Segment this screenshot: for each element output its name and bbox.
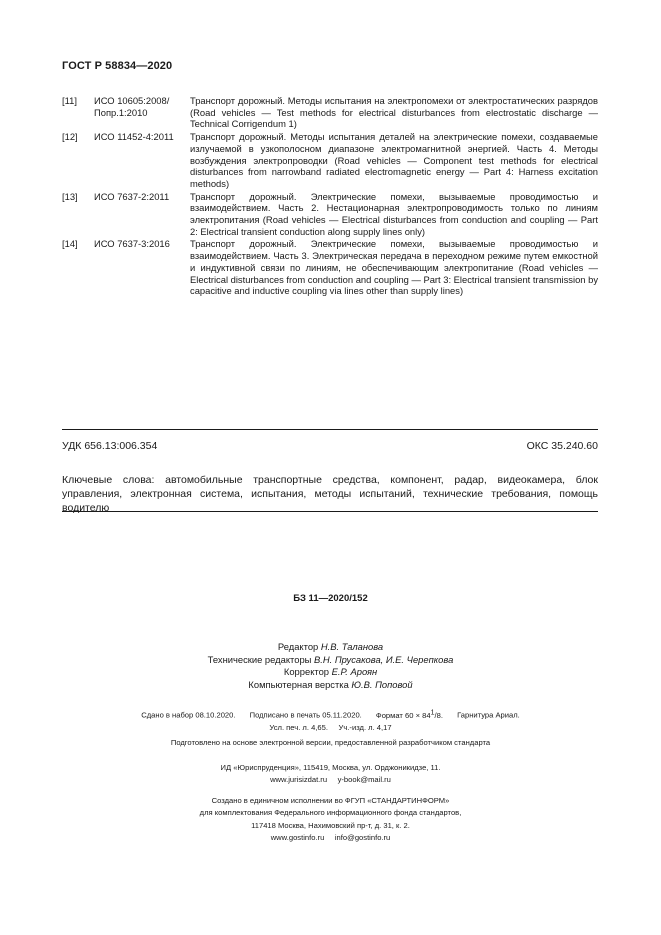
page-header-title: ГОСТ Р 58834—2020	[62, 60, 173, 72]
credit-editor	[0, 641, 661, 654]
entry-number: [12]	[62, 131, 78, 143]
credit-name: Н.В. Таланова	[320, 641, 384, 652]
bibliography-entry	[62, 95, 598, 130]
address-line: 117418 Москва, Нахимовский пр-т, д. 31, к. 2.	[251, 821, 410, 830]
typeset-date: Сдано в набор 08.10.2020.	[141, 710, 236, 720]
print-info-line-2	[0, 722, 661, 734]
entry-number: [13]	[62, 190, 78, 202]
gostinfo-site-link[interactable]: www.gostinfo.ru	[270, 833, 325, 842]
bibliography-entry	[62, 131, 598, 190]
credit-label: Корректор	[283, 666, 330, 677]
paper-format: Формат $60 \times 84^1/8$.	[375, 709, 443, 720]
publisher-address: ИД «Юриспруденция», 115419, Москва, ул. Орджоникидзе, 11.	[220, 763, 441, 772]
entry-number: [11]	[62, 95, 77, 106]
address-block	[0, 820, 661, 844]
printed-sheets: Усл. печ. л. 4,65.	[269, 722, 328, 732]
keywords-text: Ключевые слова: автомобильные транспортные средства, компонент, радар, видеокамера, блок управления, электронная система, испытания, методы испытаний, технические требования, помощь водителю	[62, 474, 598, 514]
bibliography-entry	[62, 238, 598, 297]
credit-label: Технические редакторы	[207, 653, 312, 665]
divider-bottom	[62, 511, 598, 512]
credit-label: Редактор	[277, 641, 319, 652]
publisher-contacts	[0, 774, 661, 786]
created-line-1: Создано в единичном исполнении во ФГУП «СТАНДАРТИНФОРМ»	[211, 796, 450, 805]
created-block	[0, 795, 661, 819]
credits-block	[0, 641, 661, 691]
credit-name: Ю.В. Поповой	[351, 678, 413, 690]
entry-description: Транспорт дорожный. Методы испытания на электропомехи от электростатических разрядов (Road vehicles — Test methods for electrical disturbances from electrostatic discharge — Technical Corrigendum 1)	[190, 95, 598, 130]
credit-name: Е.Р. Ароян	[331, 666, 378, 677]
created-line-2: для комплектования Федерального информационного фонда стандартов,	[199, 808, 462, 817]
entry-description: Транспорт дорожный. Электрические помехи, вызываемые проводимостью и взаимодействием. Часть 3. Электрическая передача в переходном режиме путем емкостной и индуктивной связи по линиям, не обеспечивающим электропитание (Road vehicles — Electrical disturbances from conduction and coupling — Part 3: Electrical transient transmission by capacitive and inductive coupling via lines other than supply lines)	[190, 238, 599, 297]
publisher-block	[0, 762, 661, 786]
entry-standard: ИСО 11452-4:2011	[94, 131, 174, 143]
gostinfo-email-link[interactable]: info@gostinfo.ru	[334, 833, 391, 842]
publisher-site-link[interactable]: www.jurisizdat.ru	[270, 775, 328, 784]
entry-standard: ИСО 10605:2008/ Попр.1:2010	[94, 95, 170, 118]
typeface: Гарнитура Ариал.	[457, 710, 520, 720]
entry-standard: ИСО 7637-2:2011	[94, 190, 170, 202]
print-info-line-1	[0, 707, 661, 722]
signed-date: Подписано в печать 05.11.2020.	[249, 710, 362, 720]
entry-number: [14]	[62, 238, 78, 250]
print-info	[0, 707, 661, 734]
bibliography-list	[62, 95, 598, 298]
publisher-email-link[interactable]: y-book@mail.ru	[337, 775, 391, 784]
entry-description: Транспорт дорожный. Методы испытания деталей на электрические помехи, создаваемые излучаемой в узкополосном диапазоне электромагнитной энергией. Часть 4. Методы возбуждения электропроводки (Road vehicles — Component test methods for electrical disturbances from narrowband radiated electromagnetic energy — Part 4: Harness excitation methods)	[190, 131, 598, 189]
udk-code: УДК 656.13:006.354	[62, 440, 158, 452]
bz-number: БЗ 11—2020/152	[293, 593, 368, 604]
divider-top	[62, 429, 598, 430]
address-contacts	[0, 832, 661, 844]
credit-corrector	[0, 666, 661, 679]
credit-name: В.Н. Прусакова, И.Е. Черепкова	[314, 653, 454, 665]
publication-sheets: Уч.-изд. л. 4,17	[338, 722, 392, 732]
credit-label: Компьютерная верстка	[248, 678, 349, 690]
prepared-note: Подготовлено на основе электронной версии, предоставленной разработчиком стандарта	[170, 738, 491, 747]
entry-description: Транспорт дорожный. Электрические помехи, вызываемые проводимостью и взаимодействием. Часть 2. Нестационарная электропроводимость только по линиям электропитания (Road vehicles — Electrical disturbances from conduction and coupling — Part 2: Electrical transient conduction along supply lines only)	[190, 190, 598, 237]
credit-tech-editors	[0, 654, 661, 667]
credit-layout	[0, 679, 661, 692]
oks-code: ОКС 35.240.60	[526, 440, 598, 452]
entry-standard: ИСО 7637-3:2016	[94, 238, 170, 250]
bibliography-entry	[62, 191, 598, 238]
